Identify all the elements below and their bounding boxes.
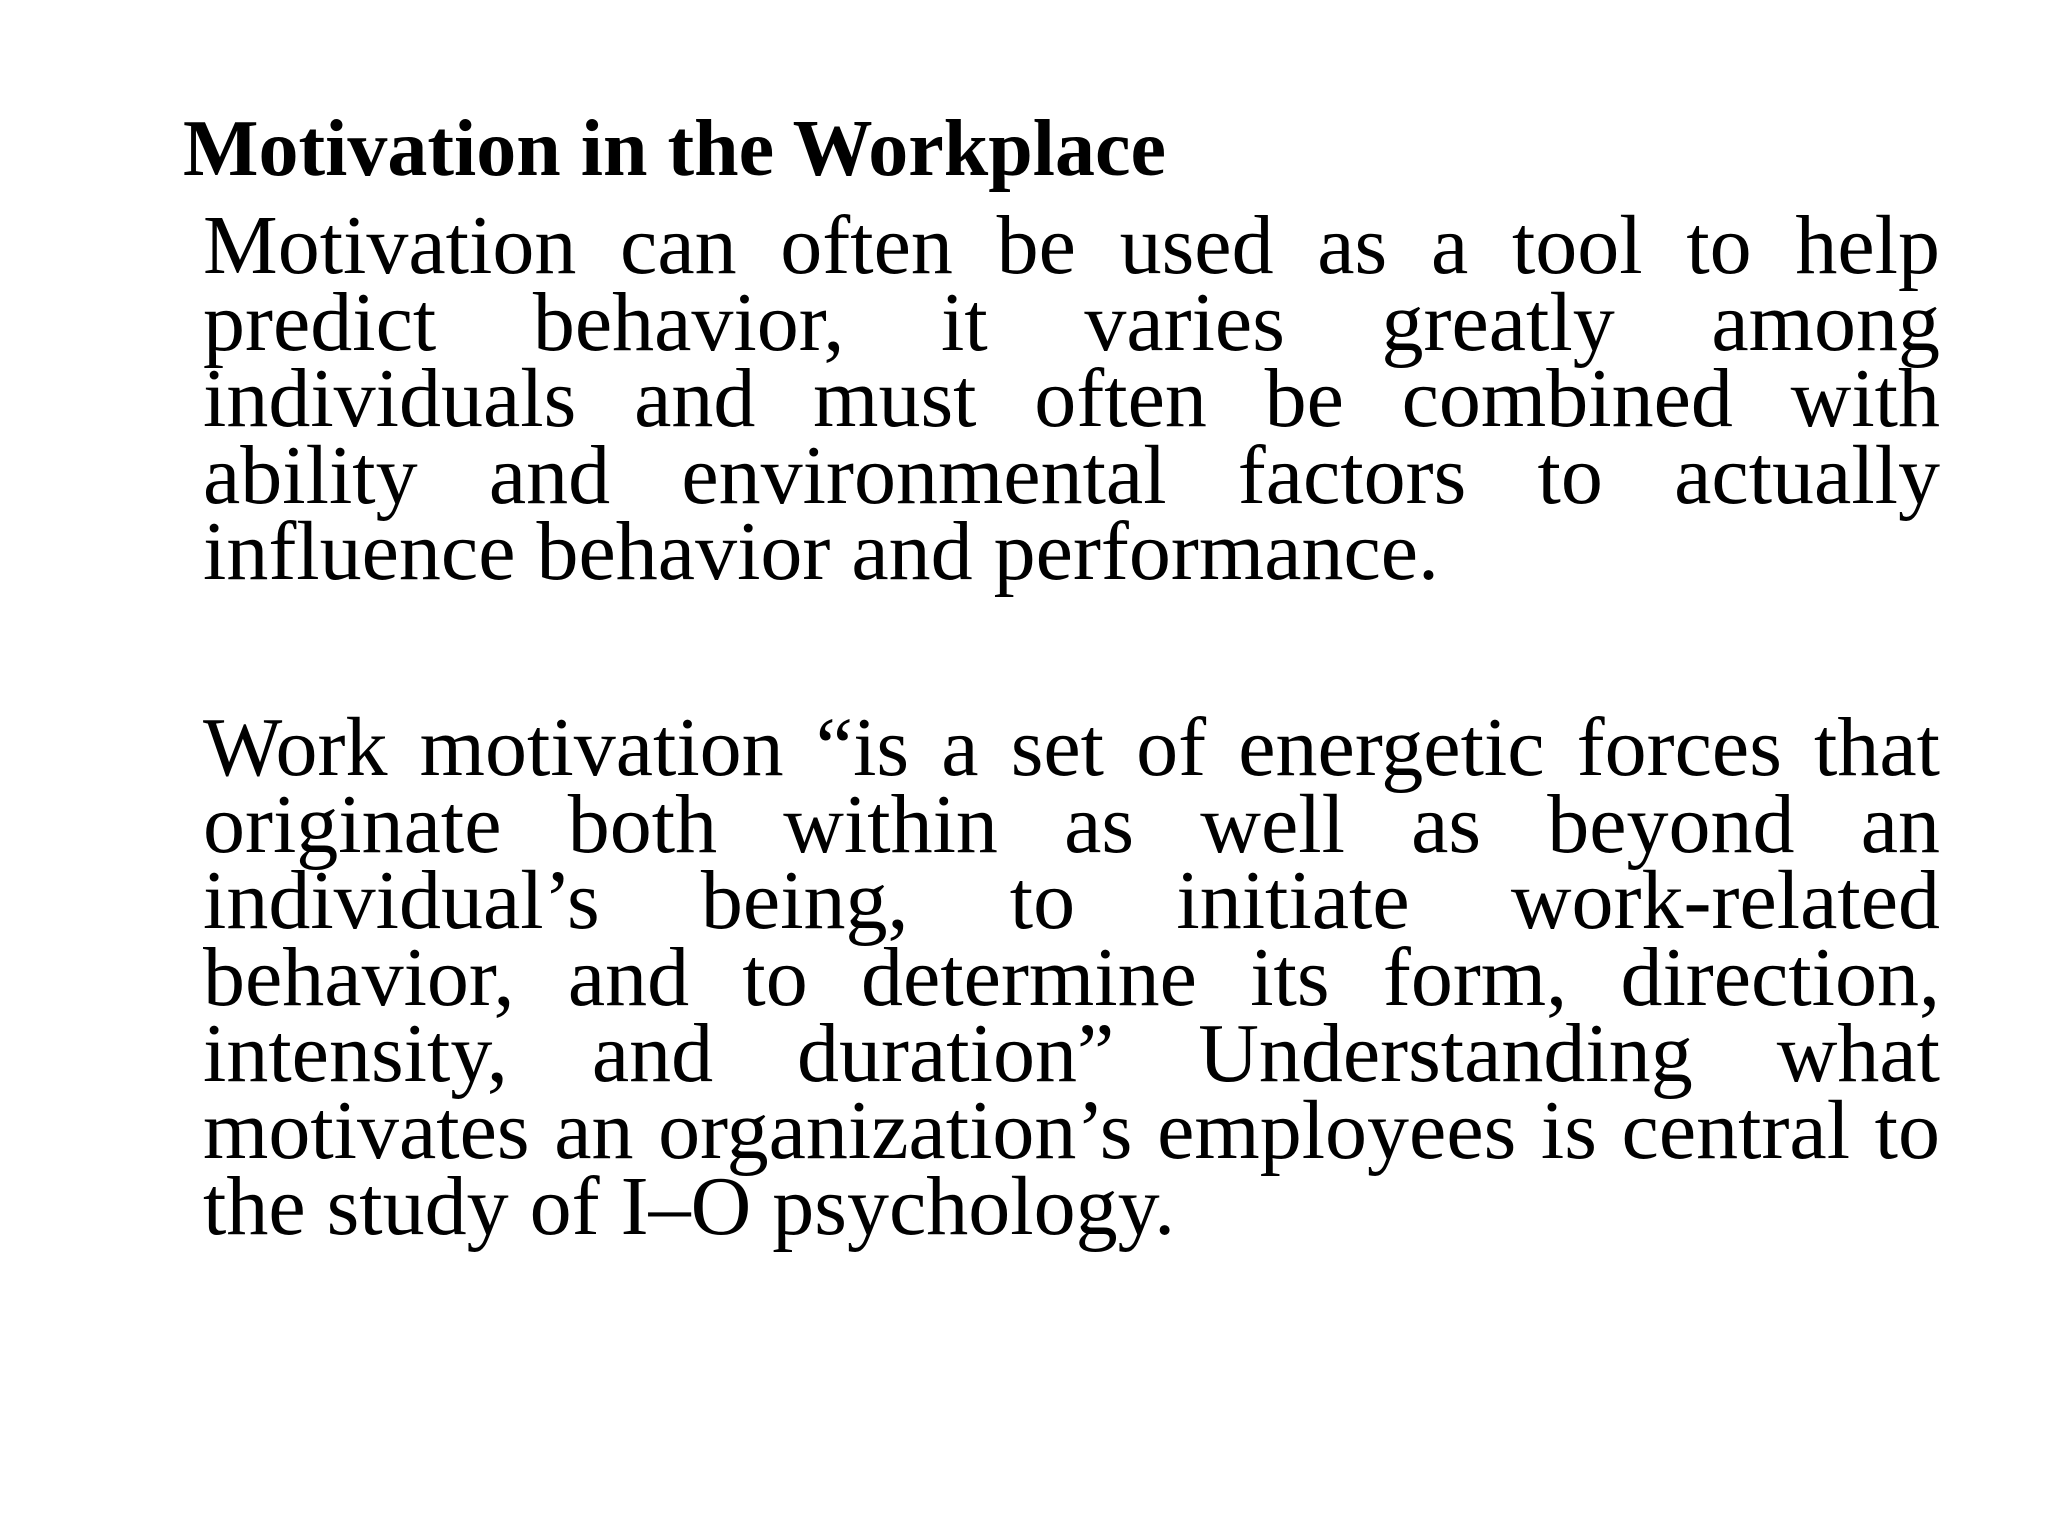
slide-title: Motivation in the Workplace	[183, 105, 1166, 193]
paragraph-motivation-definition: Motivation can often be used as a tool to help predict behavior, it varies greatly among individuals and must often be combined with ability and environmental factors to actually influence behavior and performance.	[203, 199, 1940, 598]
paragraph-work-motivation: Work motivation “is a set of energetic forces that originate both within as well as beyond an individual’s being, to initiate work-related behavior, and to determine its form, direction, intensity, and duration” Understanding what motivates an organization’s employees is central to the study of I–O psychology.	[203, 701, 1940, 1253]
